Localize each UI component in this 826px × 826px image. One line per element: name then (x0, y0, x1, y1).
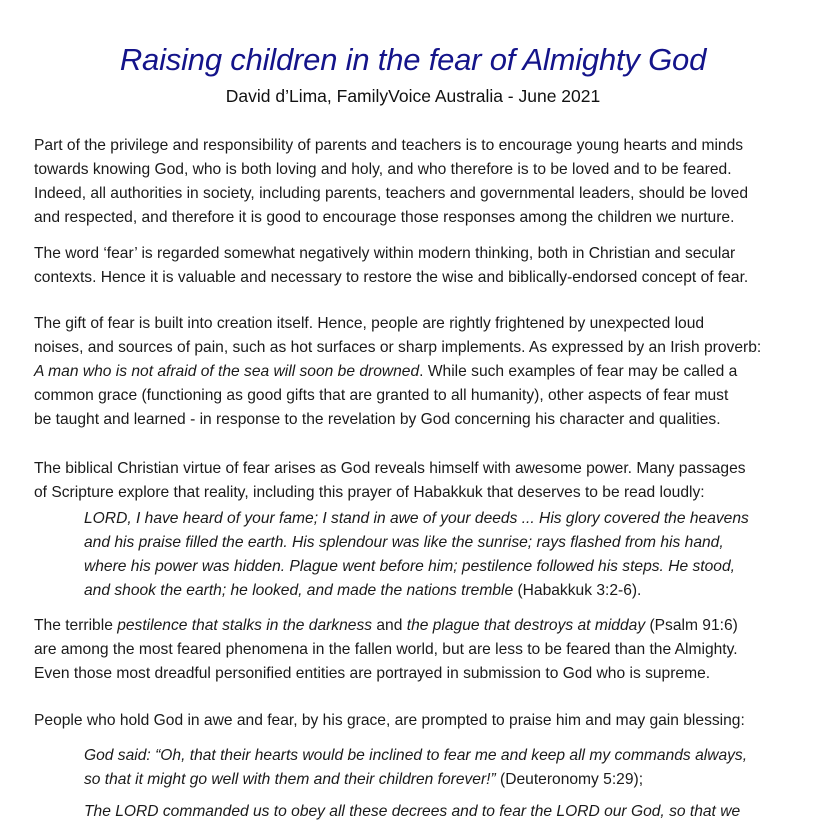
text-line: common grace (functioning as good gifts that are granted to all humanity), other aspects of fear must (34, 387, 729, 404)
quote-line (84, 768, 804, 792)
quote-line: where his power was hidden. Plague went before him; pestilence followed his steps. He stood, (84, 558, 735, 575)
paragraph-5 (34, 614, 804, 686)
paragraph-2 (34, 242, 804, 290)
irish-proverb: A man who is not afraid of the sea will soon be drowned (34, 363, 420, 380)
text-line (34, 614, 804, 638)
text-line: The word ‘fear’ is regarded somewhat negatively within modern thinking, both in Christian and secular (34, 245, 736, 262)
text-line: be taught and learned - in response to the revelation by God concerning his character and qualities. (34, 411, 721, 428)
quote-fragment: the plague that destroys at midday (406, 617, 646, 634)
paragraph-6 (34, 709, 804, 733)
text-line: People who hold God in awe and fear, by his grace, are prompted to praise him and may gain blessing: (34, 712, 745, 729)
scripture-reference: (Deuteronomy 5:29); (495, 771, 644, 788)
text-line: Even those most dreadful personified entities are portrayed in submission to God who is supreme. (34, 665, 711, 682)
lord-commanded-quote (84, 800, 804, 824)
text-line: are among the most feared phenomena in the fallen world, but are less to be feared than the Almighty. (34, 641, 738, 658)
paragraph-4 (34, 457, 804, 505)
paragraph-1 (34, 134, 804, 230)
scripture-reference: (Habakkuk 3:2-6). (513, 582, 642, 599)
text-fragment: The terrible (34, 617, 118, 634)
quote-line: God said: “Oh, that their hearts would be inclined to fear me and keep all my commands always, (84, 747, 748, 764)
paragraph-3 (34, 312, 804, 432)
quote-line (84, 579, 804, 603)
habakkuk-quote (84, 507, 804, 603)
quote-fragment: pestilence that stalks in the darkness (117, 617, 373, 634)
quote-line: LORD, I have heard of your fame; I stand in awe of your deeds ... His glory covered the heavens (84, 510, 749, 527)
text-line: of Scripture explore that reality, including this prayer of Habakkuk that deserves to be read loudly: (34, 484, 705, 501)
quote-line: and his praise filled the earth. His splendour was like the sunrise; rays flashed from his hand, (84, 534, 724, 551)
text-line: The gift of fear is built into creation itself. Hence, people are rightly frightened by unexpected loud (34, 315, 705, 332)
text-line: Part of the privilege and responsibility of parents and teachers is to encourage young hearts and minds (34, 137, 744, 154)
text-line: Indeed, all authorities in society, including parents, teachers and governmental leaders, should be loved (34, 185, 748, 202)
text-fragment: . While such examples of fear may be called a (419, 363, 738, 380)
text-line (34, 360, 804, 384)
text-line: The biblical Christian virtue of fear arises as God reveals himself with awesome power. Many passages (34, 460, 746, 477)
scripture-reference: (Psalm 91:6) (645, 617, 738, 634)
text-line: contexts. Hence it is valuable and necessary to restore the wise and biblically-endorsed concept of fear. (34, 269, 749, 286)
text-fragment: and (372, 617, 407, 634)
text-line: towards knowing God, who is both loving and holy, and who therefore is to be loved and to be feared. (34, 161, 732, 178)
deuteronomy-quote (84, 744, 804, 792)
quote-text: so that it might go well with them and their children forever!” (84, 771, 496, 788)
document-byline: David d’Lima, FamilyVoice Australia - June 2021 (225, 86, 601, 106)
document-title: Raising children in the fear of Almighty God (119, 42, 707, 77)
text-line: and respected, and therefore it is good to encourage those responses among the children we nurture. (34, 209, 735, 226)
quote-line: The LORD commanded us to obey all these decrees and to fear the LORD our God, so that we (84, 803, 741, 820)
text-line: noises, and sources of pain, such as hot surfaces or sharp implements. As expressed by an Irish proverb: (34, 339, 762, 356)
quote-text: and shook the earth; he looked, and made the nations tremble (84, 582, 514, 599)
